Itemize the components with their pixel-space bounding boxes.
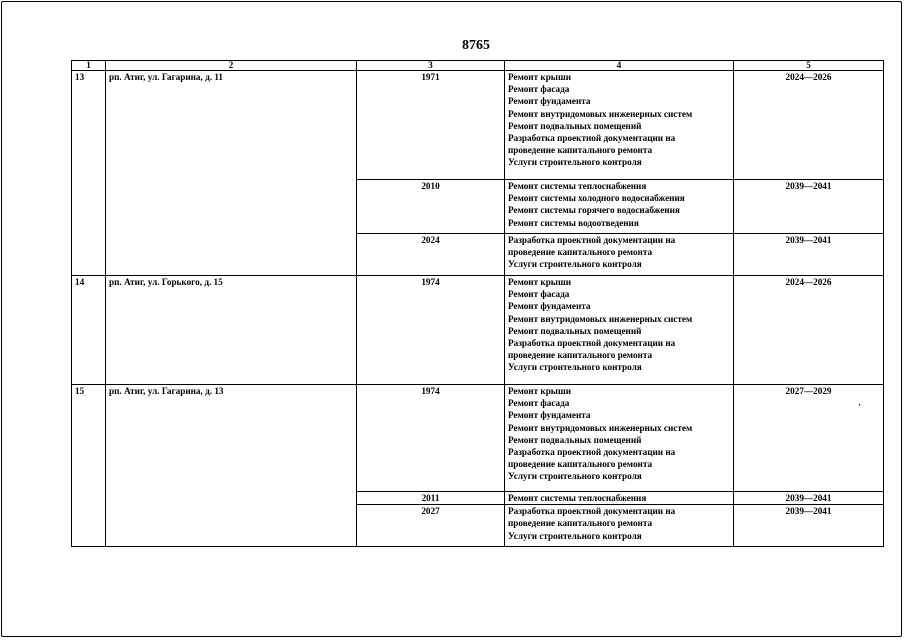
work-item: Ремонт подвальных помещений — [508, 325, 642, 336]
work-item: Разработка проектной документации на — [508, 506, 676, 517]
work-item: Услуги строительного контроля — [508, 530, 642, 541]
work-item: Ремонт крыши — [508, 386, 572, 396]
works-list — [505, 180, 734, 234]
table-row — [72, 385, 884, 492]
works-list — [505, 385, 734, 492]
header-col-2: 2 — [106, 61, 357, 71]
work-item: проведение капитального ремонта — [508, 350, 653, 361]
repair-period: 2024—2026 — [734, 276, 884, 385]
works-list — [505, 71, 734, 180]
table-row — [72, 276, 884, 385]
header-col-4: 4 — [505, 61, 734, 71]
table-row — [72, 71, 884, 180]
works-list — [505, 234, 734, 276]
repair-period: 2039—2041 — [734, 505, 884, 547]
work-item: проведение капитального ремонта — [508, 459, 653, 470]
work-item: Ремонт системы холодного водоснабжения — [508, 193, 685, 204]
header-col-5: 5 — [734, 61, 884, 71]
work-item: Услуги строительного контроля — [508, 471, 642, 482]
commission-year: 2011 — [357, 492, 505, 505]
work-item: Ремонт внутридомовых инженерных систем — [508, 422, 693, 433]
work-item: Ремонт фундамента — [508, 301, 591, 312]
works-list — [505, 492, 734, 505]
repair-period: 2024—2026 — [734, 71, 884, 180]
work-item: Ремонт крыши — [508, 72, 572, 82]
work-item: Ремонт системы теплоснабжения — [508, 493, 647, 503]
work-item: Ремонт системы горячего водоснабжения — [508, 205, 680, 216]
work-item: Ремонт фасада — [508, 398, 570, 409]
work-item: Услуги строительного контроля — [508, 362, 642, 373]
scan-dot: · — [857, 400, 861, 410]
work-item: Ремонт внутридомовых инженерных систем — [508, 108, 693, 119]
works-list — [505, 505, 734, 547]
work-item: Ремонт системы водоотведения — [508, 217, 639, 228]
commission-year: 1974 — [357, 385, 505, 492]
work-item: Ремонт фундамента — [508, 96, 591, 107]
work-item: Услуги строительного контроля — [508, 259, 642, 270]
work-item: Разработка проектной документации на — [508, 133, 676, 144]
work-item: Разработка проектной документации на — [508, 447, 676, 458]
commission-year: 2027 — [357, 505, 505, 547]
header-col-3: 3 — [357, 61, 505, 71]
work-item: проведение капитального ремонта — [508, 145, 653, 156]
work-item: Ремонт крыши — [508, 277, 572, 287]
work-item: проведение капитального ремонта — [508, 247, 653, 258]
entry-number: 13 — [72, 71, 106, 276]
works-list — [505, 276, 734, 385]
header-row — [72, 61, 884, 71]
repair-period: 2039—2041 — [734, 234, 884, 276]
work-item: Разработка проектной документации на — [508, 235, 676, 245]
work-item: Ремонт внутридомовых инженерных систем — [508, 313, 693, 324]
commission-year: 2024 — [357, 234, 505, 276]
work-item: Услуги строительного контроля — [508, 157, 642, 168]
work-item: Ремонт фасада — [508, 289, 570, 300]
repair-period: 2039—2041 — [734, 492, 884, 505]
header-col-1: 1 — [72, 61, 106, 71]
work-item: Ремонт фасада — [508, 84, 570, 95]
page-number: 8765 — [462, 38, 490, 53]
entry-number: 14 — [72, 276, 106, 385]
work-item: Ремонт фундамента — [508, 410, 591, 421]
entry-address: рп. Атиг, ул. Гагарина, д. 11 — [106, 71, 357, 276]
capital-repair-table — [71, 60, 884, 547]
work-item: Ремонт подвальных помещений — [508, 120, 642, 131]
work-item: Ремонт системы теплоснабжения — [508, 181, 647, 191]
work-item: Ремонт подвальных помещений — [508, 434, 642, 445]
repair-period: 2039—2041 — [734, 180, 884, 234]
commission-year: 1971 — [357, 71, 505, 180]
entry-address: рп. Атиг, ул. Горького, д. 15 — [106, 276, 357, 385]
commission-year: 1974 — [357, 276, 505, 385]
entry-number: 15 — [72, 385, 106, 547]
repair-period-text: 2027—2029 — [785, 386, 832, 396]
commission-year: 2010 — [357, 180, 505, 234]
work-item: проведение капитального ремонта — [508, 518, 653, 529]
work-item: Разработка проектной документации на — [508, 338, 676, 349]
entry-address: рп. Атиг, ул. Гагарина, д. 13 — [106, 385, 357, 547]
repair-period — [734, 385, 884, 492]
